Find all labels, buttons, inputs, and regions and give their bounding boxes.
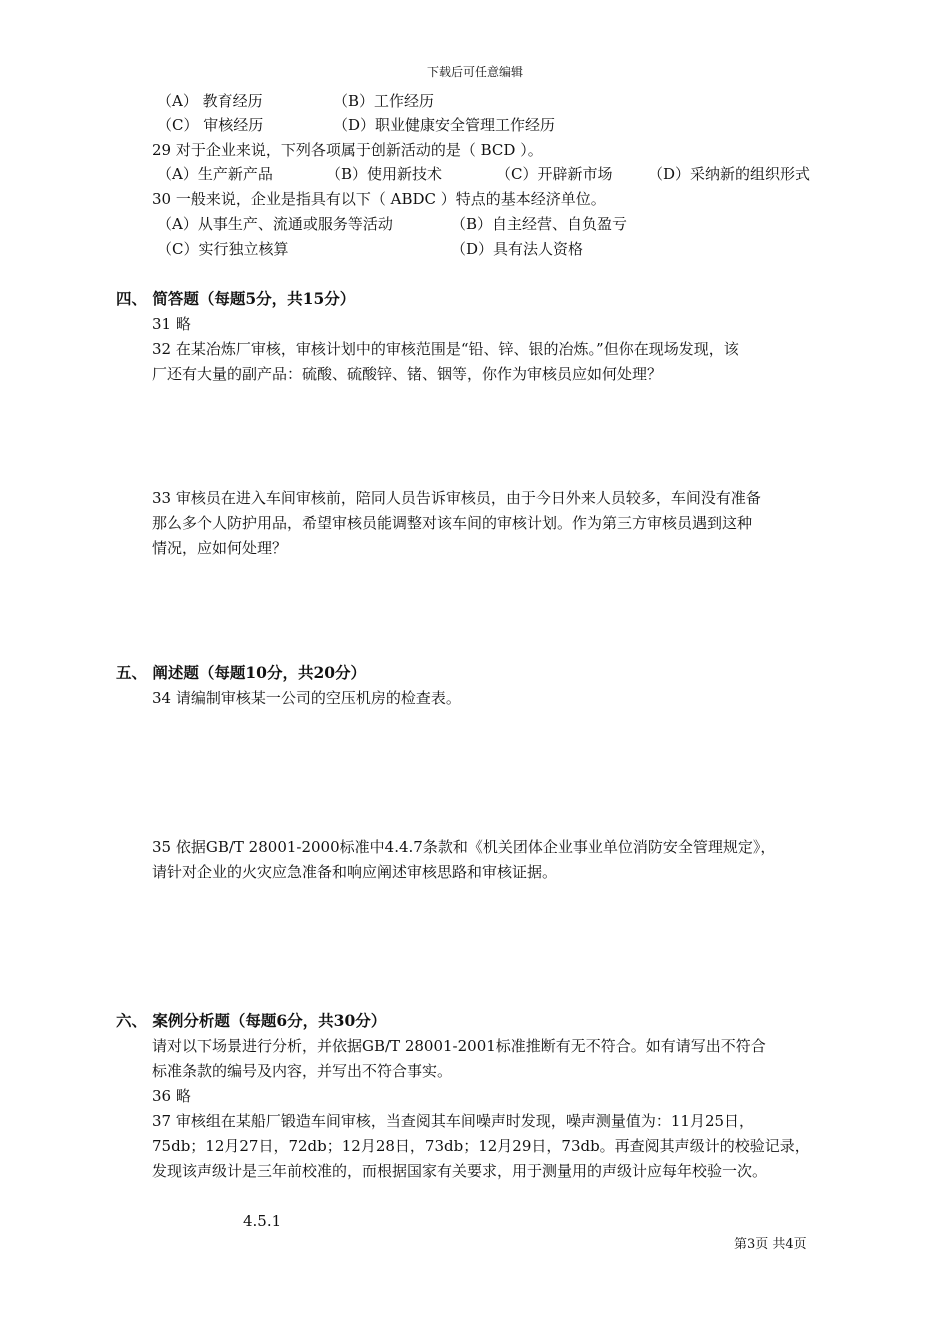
q29-text: 29 对于企业来说，下列各项属于创新活动的是（ BCD ）。: [152, 141, 543, 159]
q30-option-a: （A）从事生产、流通或服务等活动: [157, 215, 393, 233]
q29-option-b: （B）使用新技术: [326, 165, 443, 183]
q32-line-2: 厂还有大量的副产品：硫酸、硫酸锌、锗、铟等，你作为审核员应如何处理？: [152, 365, 663, 383]
q28-option-c: （C） 审核经历: [157, 116, 264, 134]
q33-line-1: 33 审核员在进入车间审核前，陪同人员告诉审核员，由于今日外来人员较多，车间没有准备: [152, 489, 761, 507]
q28-option-d: （D）职业健康安全管理工作经历: [333, 116, 556, 134]
q37-line-1: 37 审核组在某船厂锻造车间审核，当查阅其车间噪声时发现，噪声测量值为：11月25日，: [152, 1112, 755, 1130]
q30-option-b: （B）自主经营、自负盈亏: [451, 215, 628, 233]
q37-line-2: 75db；12月27日，72db；12月28日，73db；12月29日，73db。再查阅其声级计的校验记录，: [152, 1137, 810, 1155]
q35-line-2: 请针对企业的火灾应急准备和响应阐述审核思路和审核证据。: [152, 863, 558, 881]
q33-line-3: 情况，应如何处理？: [152, 539, 288, 557]
q31-text: 31 略: [152, 315, 191, 333]
q37-answer-clause: 4.5.1: [243, 1212, 282, 1230]
q28-option-a: （A） 教育经历: [157, 92, 263, 110]
q29-option-d: （D）采纳新的组织形式: [648, 165, 811, 183]
q29-option-c: （C）开辟新市场: [496, 165, 613, 183]
q36-text: 36 略: [152, 1087, 191, 1105]
header-note: 下载后可任意编辑: [426, 65, 523, 79]
q28-option-b: （B）工作经历: [333, 92, 435, 110]
q33-line-2: 那么多个人防护用品，希望审核员能调整对该车间的审核计划。作为第三方审核员遇到这种: [152, 514, 753, 532]
section-6-title: 六、 案例分析题（每题6分，共30分）: [116, 1011, 387, 1030]
section-6-intro-line-1: 请对以下场景进行分析，并依据GB/T 28001-2001标准推断有无不符合。如有请写出不符合: [152, 1037, 766, 1055]
q35-line-1: 35 依据GB/T 28001-2000标准中4.4.7条款和《机关团体企业事业单位消防安全管理规定》，: [152, 838, 776, 856]
q30-text: 30 一般来说，企业是指具有以下（ ABDC ）特点的基本经济单位。: [152, 190, 606, 208]
q29-option-a: （A）生产新产品: [157, 165, 273, 183]
q30-option-c: （C）实行独立核算: [157, 240, 289, 258]
section-4-title: 四、 简答题（每题5分，共15分）: [116, 289, 356, 308]
section-5-title: 五、 阐述题（每题10分，共20分）: [116, 663, 367, 682]
q34-text: 34 请编制审核某一公司的空压机房的检查表。: [152, 689, 461, 707]
section-6-intro-line-2: 标准条款的编号及内容，并写出不符合事实。: [152, 1062, 453, 1080]
q32-line-1: 32 在某冶炼厂审核，审核计划中的审核范围是“铅、锌、银的冶炼。”但你在现场发现，该: [152, 340, 739, 358]
page-number-info: 第3页 共4页: [734, 1237, 807, 1252]
q30-option-d: （D）具有法人资格: [451, 240, 584, 258]
q37-line-3: 发现该声级计是三年前校准的，而根据国家有关要求，用于测量用的声级计应每年校验一次。: [152, 1162, 768, 1180]
